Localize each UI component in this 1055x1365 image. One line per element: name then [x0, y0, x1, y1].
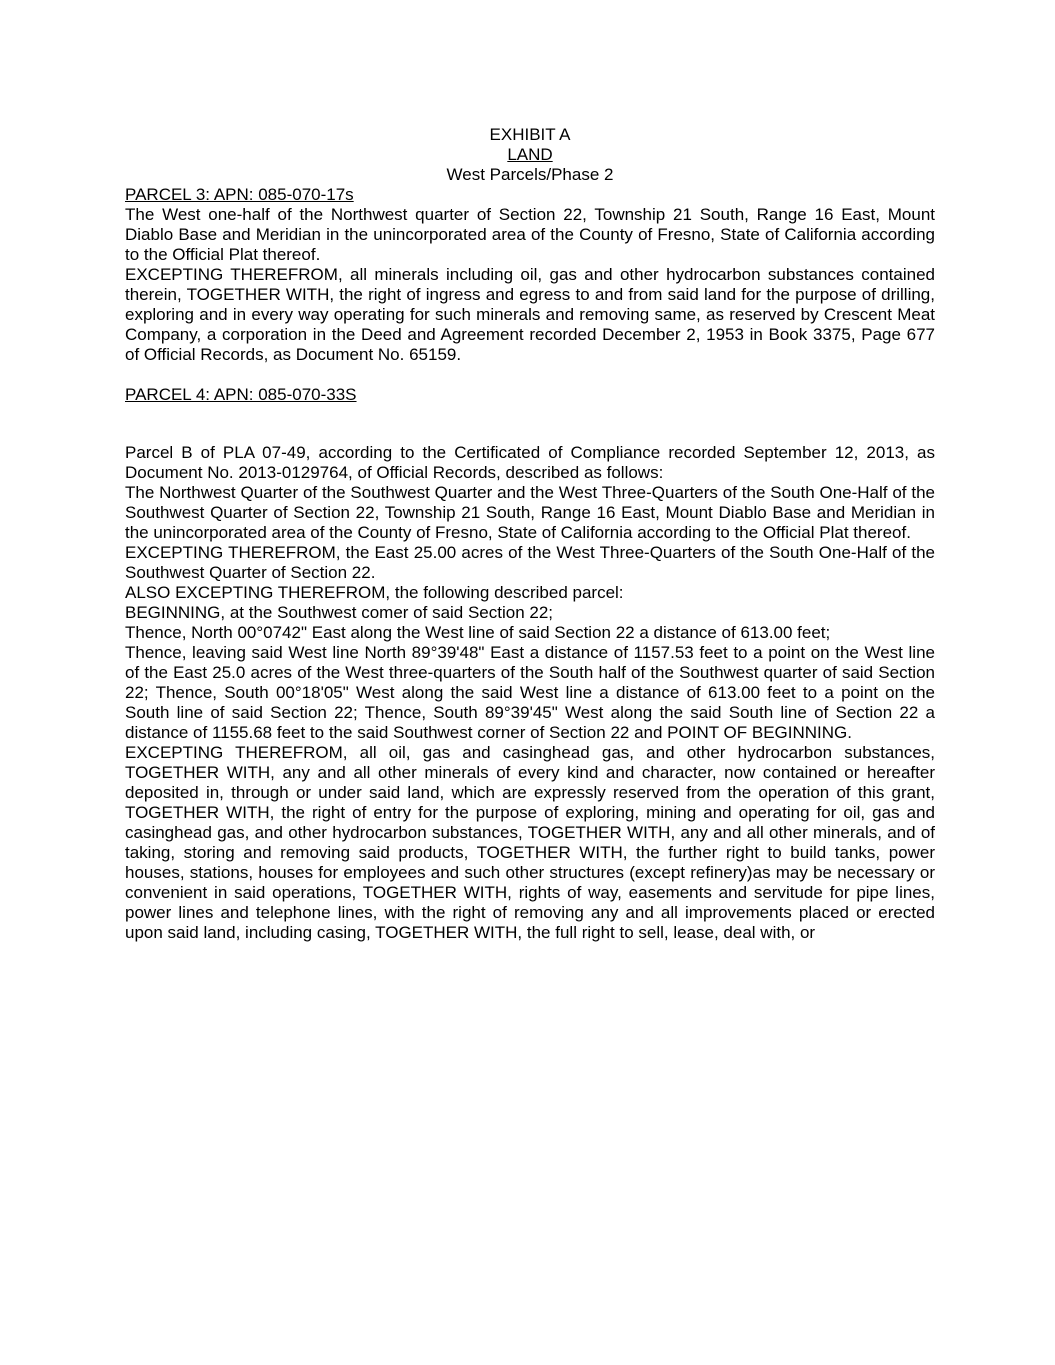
document-subtitle: West Parcels/Phase 2	[446, 165, 614, 184]
parcel-4-heading: PARCEL 4: APN: 085-070-33S	[125, 385, 357, 404]
parcel-3-section	[125, 185, 935, 365]
land-title: LAND	[507, 145, 553, 164]
metes-and-bounds-paragraph	[125, 603, 935, 743]
parcel-4-description-paragraph: The Northwest Quarter of the Southwest Quarter and the West Three-Quarters of the South One-Half of the Southwest Quarter of Section 22, Township 21 South, Range 16 East, Mount Diablo Base and Meridian in the unincorporated area of the County of Fresno, State of California according to the Official Plat thereof.	[125, 483, 935, 542]
parcel-4-mineral-rights-paragraph: EXCEPTING THEREFROM, all oil, gas and casinghead gas, and other hydrocarbon substances, TOGETHER WITH, any and all other minerals of every kind and character, now contained or hereafter deposited in, through or under said land, which are expressly reserved from the operation of this grant, TOGETHER WITH, the right of entry for the purpose of exploring, mining and operating for oil, gas and casinghead gas, and other hydrocarbon substances, TOGETHER WITH, any and all other minerals, and of taking, storing and removing said products, TOGETHER WITH, the further right to build tanks, power houses, stations, houses for employees and such other structures (except refinery)as may be necessary or convenient in said operations, TOGETHER WITH, rights of way, easements and servitude for pipe lines, power lines and telephone lines, with the right of removing any and all improvements placed or erected upon said land, including casing, TOGETHER WITH, the full right to sell, lease, deal with, or	[125, 743, 935, 942]
remaining-courses-text: Thence, leaving said West line North 89°39'48" East a distance of 1157.53 feet to a point on the West line of the East 25.0 acres of the West three-quarters of the South half of the Southwest quarter of said Section 22; Thence, South 00°18'05" West along the said West line a distance of 613.00 feet to a point on the South line of said Section 22; Thence, South 89°39'45" West along the said South line of Section 22 a distance of 1155.68 feet to the said Southwest corner of Section 22 and POINT OF BEGINNING.	[125, 643, 935, 742]
parcel-4-excepting-paragraph: EXCEPTING THEREFROM, the East 25.00 acres of the West Three-Quarters of the South One-Half of the Southwest Quarter of Section 22.	[125, 543, 935, 582]
parcel-4-section	[125, 385, 935, 943]
parcel-4-intro-paragraph: Parcel B of PLA 07-49, according to the Certificated of Compliance recorded September 12, 2013, as Document No. 2013-0129764, of Official Records, described as follows:	[125, 443, 935, 482]
exhibit-title: EXHIBIT A	[489, 125, 571, 144]
parcel-3-description-paragraph: The West one-half of the Northwest quarter of Section 22, Township 21 South, Range 16 East, Mount Diablo Base and Meridian in the unincorporated area of the County of Fresno, State of California according to the Official Plat thereof.	[125, 205, 935, 264]
first-course-line: Thence, North 00°0742" East along the West line of said Section 22 a distance of 613.00 feet;	[125, 623, 831, 642]
parcel-3-excepting-paragraph: EXCEPTING THEREFROM, all minerals including oil, gas and other hydrocarbon substances contained therein, TOGETHER WITH, the right of ingress and egress to and from said land for the purpose of drilling, exploring and in every way operating for such minerals and removing same, as reserved by Crescent Meat Company, a corporation in the Deed and Agreement recorded December 2, 1953 in Book 3375, Page 677 of Official Records, as Document No. 65159.	[125, 265, 935, 364]
beginning-line: BEGINNING, at the Southwest comer of said Section 22;	[125, 603, 554, 622]
parcel-3-heading: PARCEL 3: APN: 085-070-17s	[125, 185, 354, 204]
parcel-4-also-excepting-paragraph: ALSO EXCEPTING THEREFROM, the following described parcel:	[125, 583, 624, 602]
document-header	[125, 125, 935, 185]
